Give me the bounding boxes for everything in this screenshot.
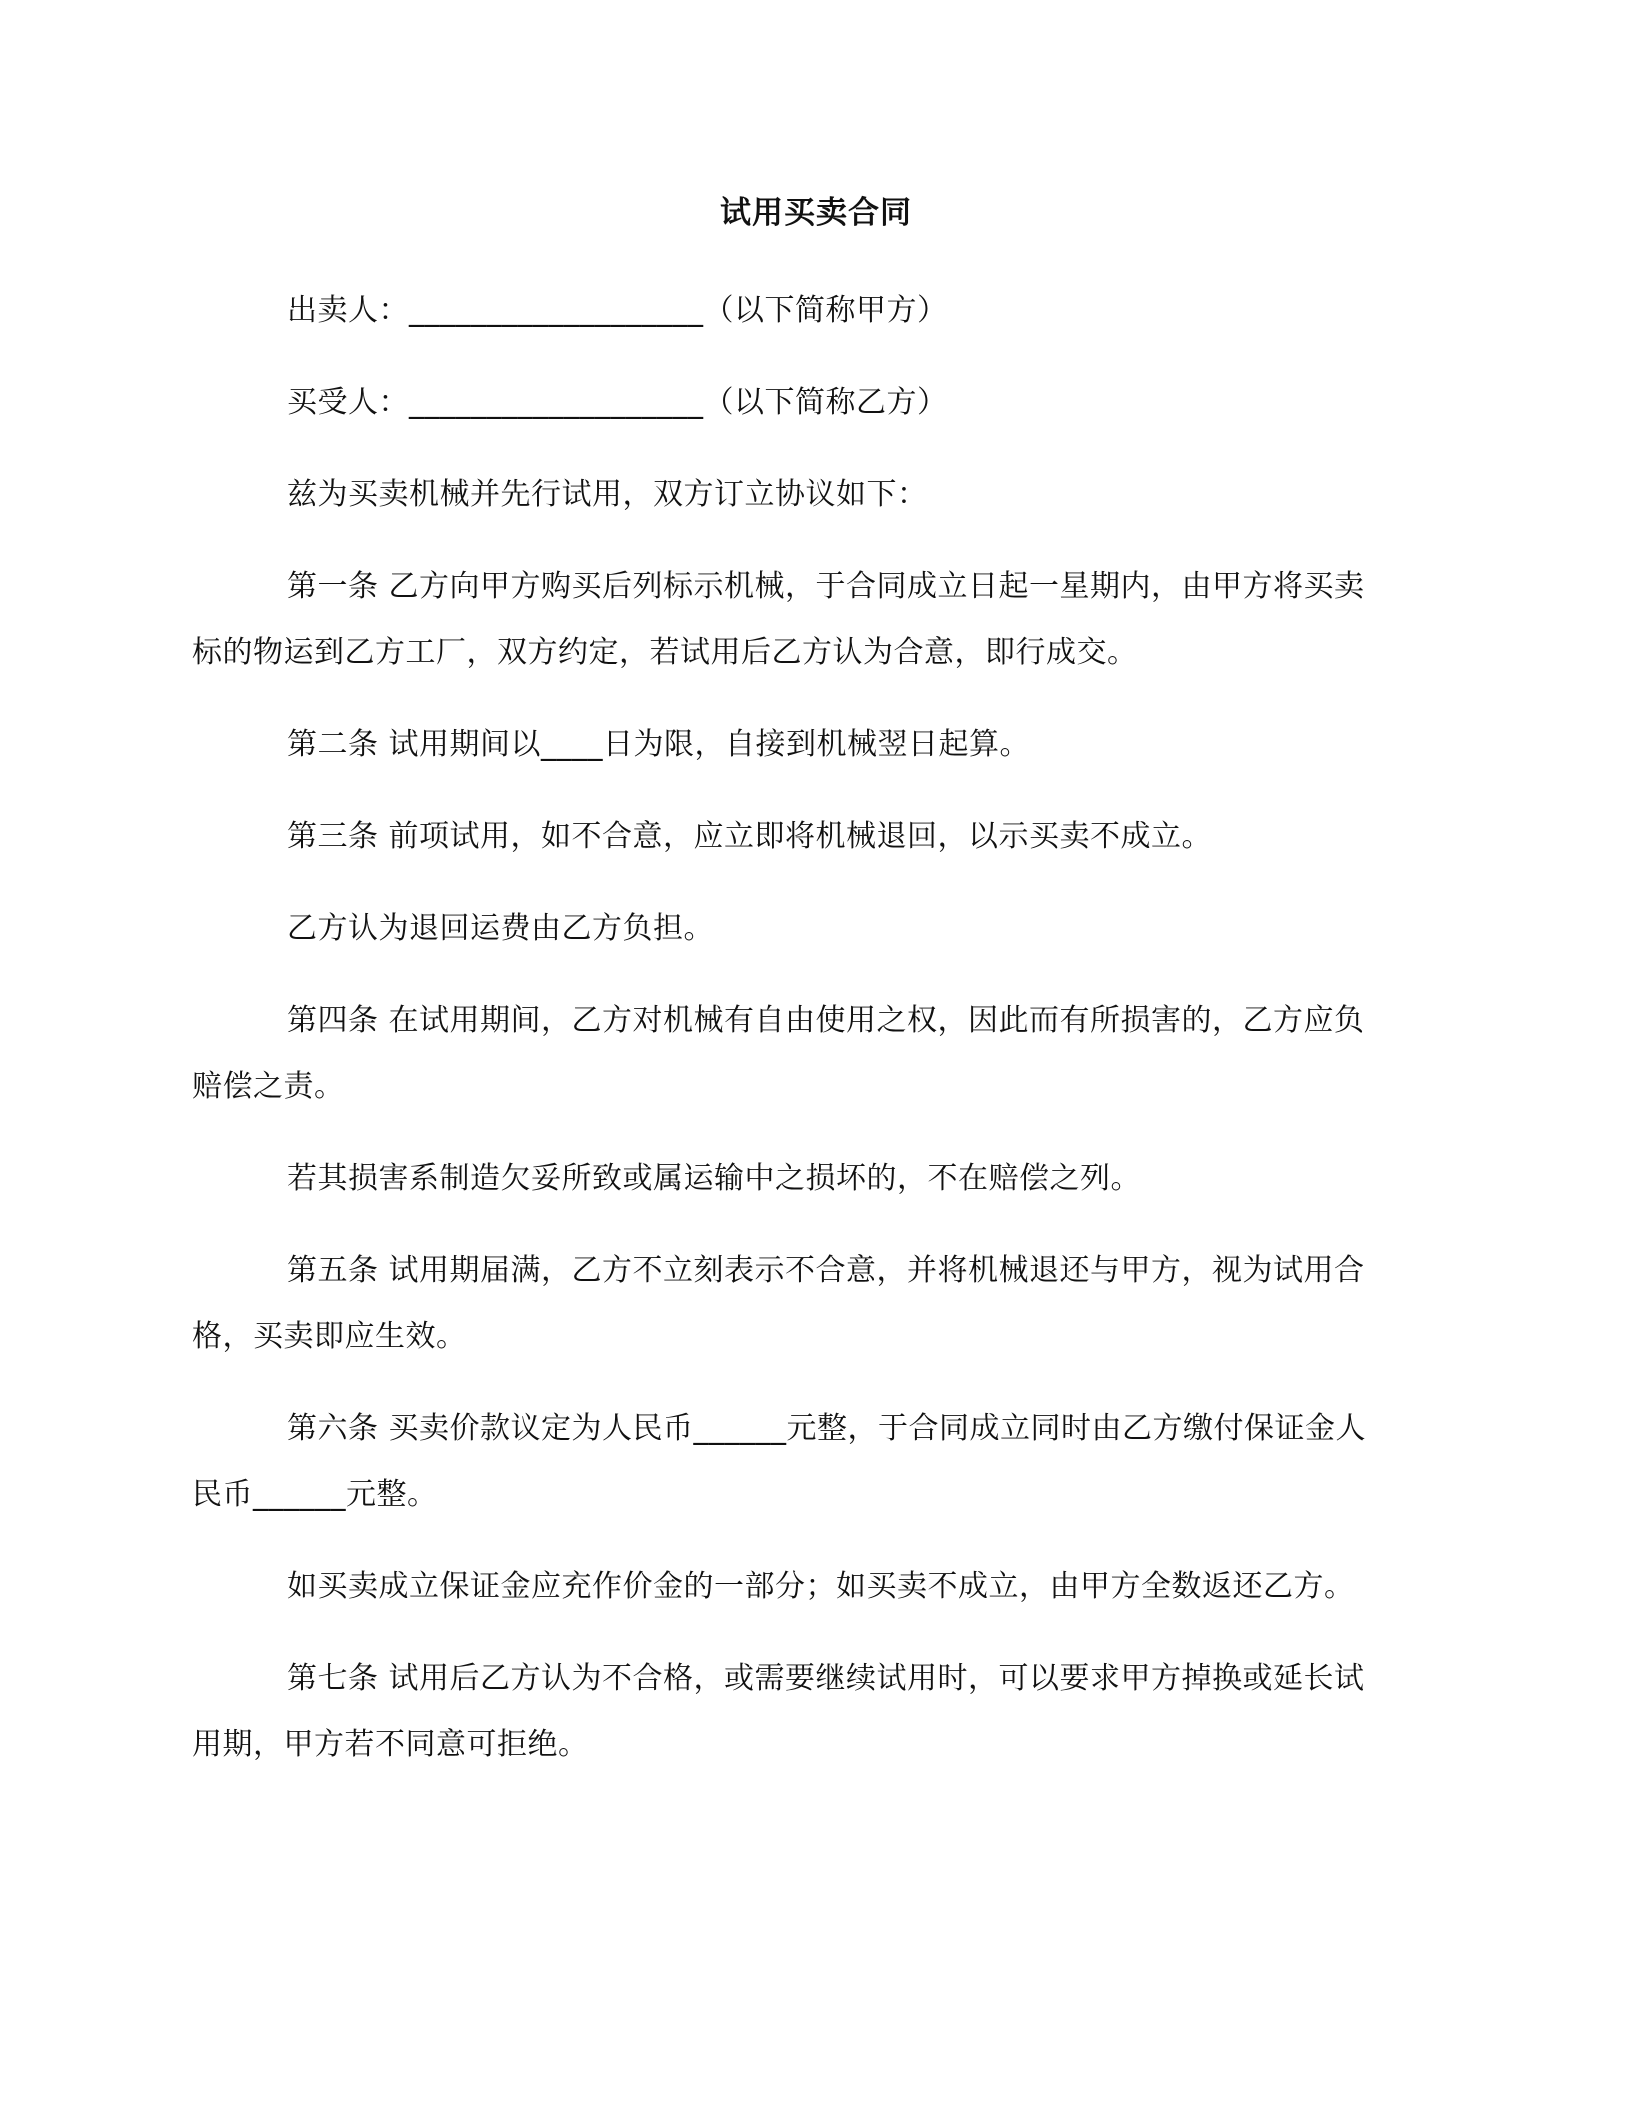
article-2-text: 第二条 试用期间以____日为限，自接到机械翌日起算。 xyxy=(287,727,1031,762)
article-4-line-2: 赔偿之责。 xyxy=(192,1069,345,1104)
buyer-line xyxy=(192,370,1432,436)
article-5-line-1: 第五条 试用期届满，乙方不立刻表示不合意，并将机械退还与甲方，视为试用合 xyxy=(287,1253,1365,1288)
article-6-deposit-text: 如买卖成立保证金应充作价金的一部分；如买卖不成立，由甲方全数返还乙方。 xyxy=(287,1569,1355,1604)
article-6 xyxy=(192,1396,1432,1528)
article-6-line-2: 民币______元整。 xyxy=(192,1477,438,1512)
seller-line-text: 出卖人：___________________（以下简称甲方） xyxy=(287,293,948,328)
buyer-line-text: 买受人：___________________（以下简称乙方） xyxy=(287,385,948,420)
article-1 xyxy=(192,554,1432,686)
article-3 xyxy=(192,804,1432,870)
article-1-line-1: 第一条 乙方向甲方购买后列标示机械，于合同成立日起一星期内，由甲方将买卖 xyxy=(287,569,1365,604)
article-3-freight-text: 乙方认为退回运费由乙方负担。 xyxy=(287,911,714,946)
article-4-exception xyxy=(192,1146,1432,1212)
article-2 xyxy=(192,712,1432,778)
article-7 xyxy=(192,1646,1432,1778)
article-4-exception-text: 若其损害系制造欠妥所致或属运输中之损坏的，不在赔偿之列。 xyxy=(287,1161,1141,1196)
intro-text: 兹为买卖机械并先行试用，双方订立协议如下： xyxy=(287,477,928,512)
article-5-line-2: 格，买卖即应生效。 xyxy=(192,1319,467,1354)
article-3-text: 第三条 前项试用，如不合意，应立即将机械退回，以示买卖不成立。 xyxy=(287,819,1213,854)
article-4 xyxy=(192,988,1432,1120)
article-6-deposit xyxy=(192,1554,1432,1620)
article-7-line-1: 第七条 试用后乙方认为不合格，或需要继续试用时，可以要求甲方掉换或延长试 xyxy=(287,1661,1365,1696)
article-1-line-2: 标的物运到乙方工厂，双方约定，若试用后乙方认为合意，即行成交。 xyxy=(192,635,1138,670)
intro-paragraph xyxy=(192,462,1432,528)
seller-line xyxy=(192,278,1432,344)
article-6-line-1: 第六条 买卖价款议定为人民币______元整，于合同成立同时由乙方缴付保证金人 xyxy=(287,1411,1367,1446)
article-3-freight xyxy=(192,896,1432,962)
article-4-line-1: 第四条 在试用期间，乙方对机械有自由使用之权，因此而有所损害的，乙方应负 xyxy=(287,1003,1365,1038)
article-7-line-2: 用期，甲方若不同意可拒绝。 xyxy=(192,1727,589,1762)
document-title: 试用买卖合同 xyxy=(720,195,912,231)
article-5 xyxy=(192,1238,1432,1370)
